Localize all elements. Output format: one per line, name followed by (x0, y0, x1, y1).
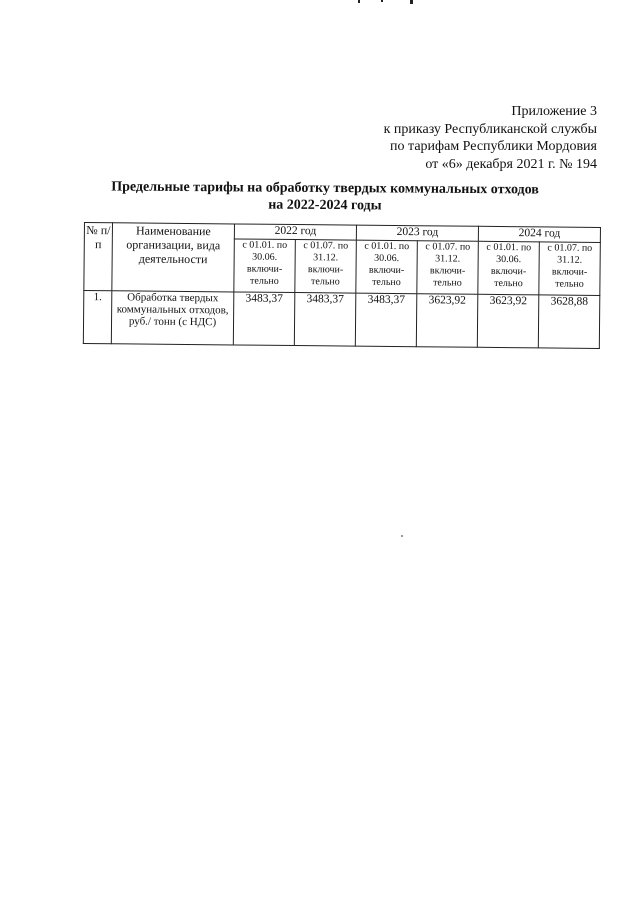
appendix-line: к приказу Республиканской службы (383, 121, 597, 137)
header-year: 2022 год (234, 224, 356, 240)
tariff-value: 3623,92 (416, 294, 478, 348)
appendix-line: Приложение 3 (511, 104, 597, 119)
tariff-value: 3483,37 (355, 293, 417, 347)
title-line: Предельные тарифы на обработку твердых коммунальных отходов (111, 179, 539, 198)
row-num: 1. (83, 291, 112, 344)
header-period: с 01.07. по 31.12. включи-тельно (417, 241, 479, 295)
header-period: с 01.01. по 30.06. включи-тельно (234, 239, 296, 293)
tariff-value: 3483,37 (233, 292, 295, 346)
tariff-value: 3623,92 (477, 294, 539, 348)
appendix-block (384, 103, 597, 173)
scan-speck (401, 535, 403, 537)
header-name: Наименование организации, вида деятельности (112, 223, 235, 292)
appendix-line: от «6» декабря 2021 г. № 194 (425, 156, 597, 172)
scan-artifact (358, 0, 414, 4)
tariff-table (83, 222, 601, 349)
header-period: с 01.07. по 31.12. включи-тельно (539, 242, 601, 296)
tariff-value: 3628,88 (538, 295, 600, 349)
header-num: № п/п (84, 223, 113, 291)
tariff-value: 3483,37 (294, 293, 356, 347)
header-period: с 01.07. по 31.12. включи-тельно (295, 240, 357, 294)
table-row (83, 291, 600, 349)
header-year: 2024 год (478, 226, 600, 242)
row-name: Обработка твердых коммунальных отходов, руб./ тонн (с НДС) (111, 291, 234, 345)
appendix-line: по тарифам Республики Мордовия (390, 139, 597, 154)
header-period: с 01.01. по 30.06. включи-тельно (478, 241, 540, 295)
document-title (100, 178, 550, 215)
header-period: с 01.01. по 30.06. включи-тельно (356, 240, 418, 294)
title-line: на 2022-2024 годы (268, 197, 382, 214)
header-year: 2023 год (356, 225, 478, 241)
